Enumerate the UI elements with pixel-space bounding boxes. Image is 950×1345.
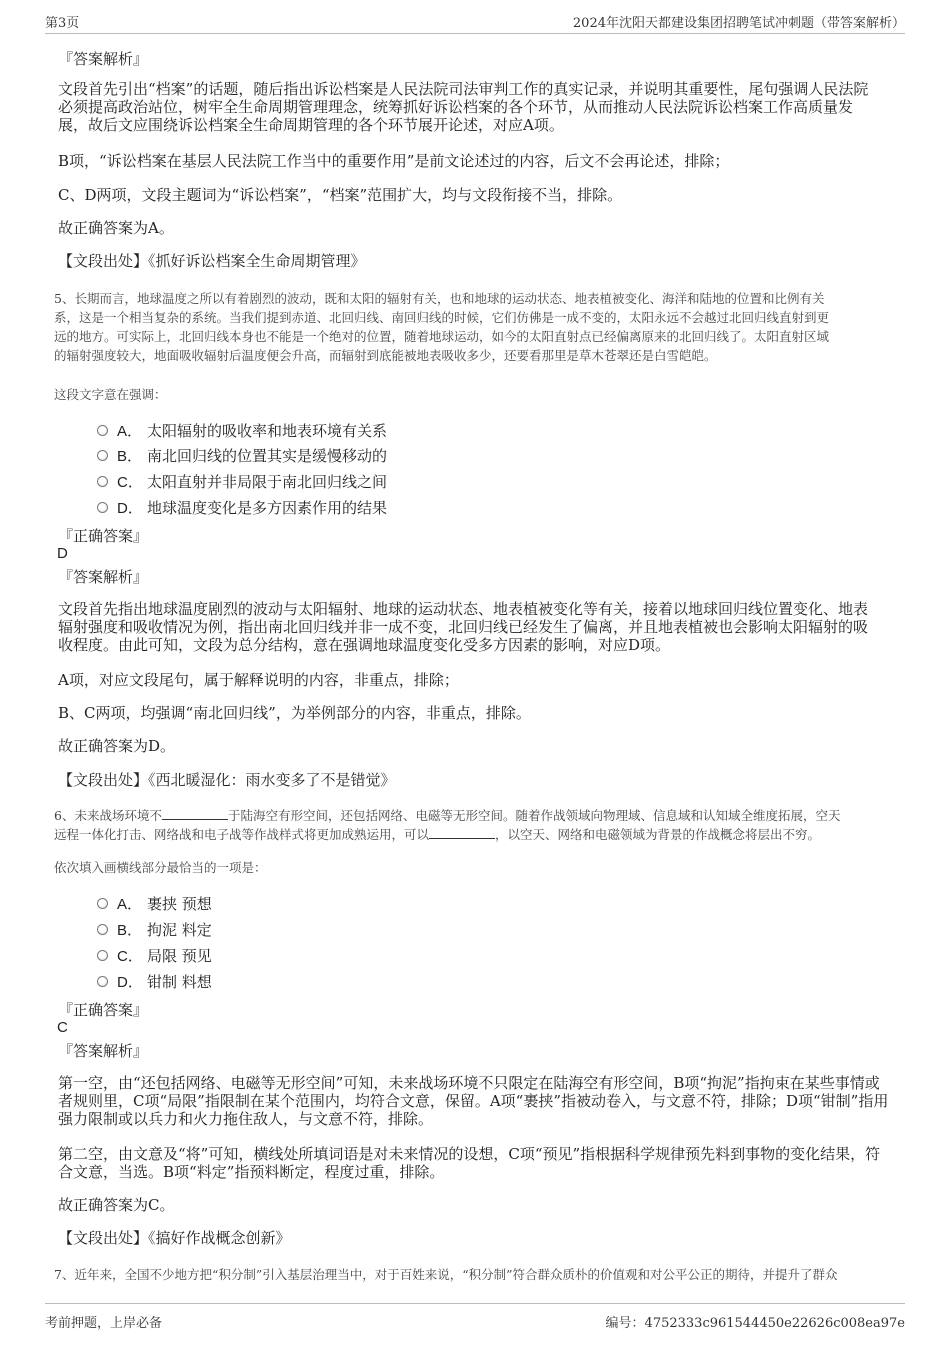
page-footer — [45, 1303, 905, 1333]
q6-option-a[interactable] — [97, 892, 212, 914]
q6-answer: C — [57, 1019, 68, 1036]
fill-in-blank-1[interactable] — [162, 808, 228, 820]
option-text: 地球温度变化是多方因素作用的结果 — [147, 498, 388, 517]
q4-analysis-line: 必须提高政治站位，树牢全生命周期管理理念，统筹抓好诉讼档案的各个环节，从而推动人民法院诉讼档案工作高质量发 — [58, 98, 854, 116]
radio-button-icon[interactable] — [97, 898, 108, 909]
option-label: C． — [117, 473, 143, 491]
q5-answer-label: 『正确答案』 — [58, 527, 149, 545]
q5-stem-line: 的辐射强度较大，地面吸收辐射后温度便会升高，而辐射到底能被地表吸收多少，还要看那里是草木苍翠还是白雪皑皑。 — [54, 348, 717, 363]
option-label: A． — [117, 895, 143, 913]
q5-analysis-line: 收程度。由此可知，文段为总分结构，意在强调地球温度变化受多方因素的影响，对应D项。 — [58, 636, 671, 654]
q5-stem — [54, 289, 904, 365]
q5-prompt: 这段文字意在强调： — [54, 387, 167, 402]
q6-conclusion: 故正确答案为C。 — [58, 1196, 175, 1214]
radio-button-icon[interactable] — [97, 924, 108, 935]
q6-answer-label: 『正确答案』 — [58, 1001, 149, 1019]
option-label: A． — [117, 422, 143, 440]
option-text: 局限 预见 — [147, 946, 212, 965]
q5-answer: D — [57, 545, 68, 562]
q6-analysis-line: 合文意，当选。B项“料定”指预料断定，程度过重，排除。 — [58, 1163, 445, 1181]
footer-slogan: 考前押题，上岸必备 — [45, 1316, 163, 1331]
q4-source: 【文段出处】《抓好诉讼档案全生命周期管理》 — [58, 252, 366, 270]
q6-stem-line-2: 远程一体化打击、网络战和电子战等作战样式将更加成熟运用，可以 ，以空天、网络和电磁领域为背景的作战概念将层出不穷。 — [54, 827, 821, 842]
option-text: 太阳辐射的吸收率和地表环境有关系 — [147, 421, 388, 440]
option-text: 钳制 料想 — [147, 972, 212, 991]
page-header — [45, 10, 905, 34]
radio-button-icon[interactable] — [97, 476, 108, 487]
q7-stem: 7、近年来，全国不少地方把“积分制”引入基层治理当中，对于百姓来说，“积分制”符合群众质朴的价值观和对公平公正的期待，并提升了群众 — [54, 1267, 838, 1282]
option-text: 太阳直射并非局限于南北回归线之间 — [147, 472, 388, 491]
q5-conclusion: 故正确答案为D。 — [58, 737, 176, 755]
q4-analysis-label: 『答案解析』 — [58, 50, 149, 68]
q5-stem-line: 系，这是一个相当复杂的系统。当我们提到赤道、北回归线、南回归线的时候，它们仿佛是一成不变的，太阳永远不会越过北回归线直射到更 — [54, 310, 830, 325]
q4-analysis-line: 文段首先引出“档案”的话题，随后指出诉讼档案是人民法院司法审判工作的真实记录，并说明其重要性，尾句强调人民法院 — [58, 80, 869, 98]
q5-analysis-label: 『答案解析』 — [58, 568, 149, 586]
radio-button-icon[interactable] — [97, 976, 108, 987]
q5-analysis-paragraph-3: B、C两项，均强调“南北回归线”，为举例部分的内容，非重点，排除。 — [58, 704, 531, 722]
q5-source: 【文段出处】《西北暖湿化：雨水变多了不是错觉》 — [58, 771, 396, 789]
q6-option-d[interactable] — [97, 970, 212, 992]
option-label: D． — [117, 973, 143, 991]
option-label: B． — [117, 921, 143, 939]
radio-button-icon[interactable] — [97, 425, 108, 436]
radio-button-icon[interactable] — [97, 502, 108, 513]
q6-analysis-label: 『答案解析』 — [58, 1042, 149, 1060]
document-title: 2024年沈阳天都建设集团招聘笔试冲刺题（带答案解析） — [572, 16, 905, 31]
q6-analysis-line: 第一空，由“还包括网络、电磁等无形空间”可知，未来战场环境不只限定在陆海空有形空间，B项“拘泥”指拘束在某些事情或 — [58, 1074, 880, 1092]
q6-stem-line-1: 6、未来战场环境不 于陆海空有形空间，还包括网络、电磁等无形空间。随着作战领域向物理域、信息域和认知域全维度拓展，空天 — [54, 808, 841, 823]
q6-prompt: 依次填入画横线部分最恰当的一项是： — [54, 860, 267, 875]
radio-button-icon[interactable] — [97, 450, 108, 461]
q6-stem — [54, 806, 904, 844]
q5-analysis-line: 文段首先指出地球温度剧烈的波动与太阳辐射、地球的运动状态、地表植被变化等有关，接着以地球回归线位置变化、地表 — [58, 600, 869, 618]
q5-stem-line: 远的地方。可实际上，北回归线本身也不能是一个绝对的位置，随着地球运动，如今的太阳直射点已经偏离原来的北回归线了。太阳直射区域 — [54, 329, 830, 344]
q5-analysis-paragraph-2: A项，对应文段尾句，属于解释说明的内容，非重点，排除； — [58, 671, 459, 689]
fill-in-blank-2[interactable] — [429, 827, 495, 839]
q6-option-b[interactable] — [97, 918, 212, 940]
q6-analysis-paragraph-1 — [58, 1074, 898, 1128]
q6-analysis-line: 第二空，由文意及“将”可知，横线处所填词语是对未来情况的设想，C项“预见”指根据科学规律预先料到事物的变化结果，符 — [58, 1145, 881, 1163]
radio-button-icon[interactable] — [97, 950, 108, 961]
option-text: 拘泥 料定 — [147, 920, 212, 939]
q5-analysis-paragraph-1 — [58, 600, 898, 654]
q4-analysis-paragraph-1 — [58, 80, 898, 134]
page-number: 第3页 — [45, 16, 80, 31]
q4-analysis-paragraph-2: B项，“诉讼档案在基层人民法院工作当中的重要作用”是前文论述过的内容，后文不会再论述，排除； — [58, 152, 730, 170]
q5-option-b[interactable] — [97, 444, 387, 466]
q6-analysis-line: 强力限制或以兵力和火力拖住敌人，与文意不符，排除。 — [58, 1110, 434, 1128]
q5-option-a[interactable] — [97, 419, 387, 441]
q6-option-c[interactable] — [97, 944, 212, 966]
q5-option-d[interactable] — [97, 496, 387, 518]
option-text: 裹挟 预想 — [147, 894, 212, 913]
option-label: B． — [117, 447, 143, 465]
option-text: 南北回归线的位置其实是缓慢移动的 — [147, 446, 388, 465]
q5-analysis-line: 辐射强度和吸收情况为例，指出南北回归线并非一成不变，北回归线已经发生了偏离，并且地表植被也会影响太阳辐射的吸 — [58, 618, 869, 636]
q4-conclusion: 故正确答案为A。 — [58, 219, 174, 237]
document-code: 编号：4752333c961544450e22626c008ea97e — [605, 1316, 905, 1331]
q6-analysis-paragraph-2 — [58, 1145, 898, 1181]
q5-option-c[interactable] — [97, 470, 387, 492]
q5-stem-line: 5、长期而言，地球温度之所以有着剧烈的波动，既和太阳的辐射有关，也和地球的运动状态、地表植被变化、海洋和陆地的位置和比例有关 — [54, 291, 825, 306]
q6-source: 【文段出处】《搞好作战概念创新》 — [58, 1229, 291, 1247]
q4-analysis-paragraph-3: C、D两项，文段主题词为“诉讼档案”，“档案”范围扩大，均与文段衔接不当，排除。 — [58, 186, 623, 204]
q4-analysis-line: 展，故后文应围绕诉讼档案全生命周期管理的各个环节展开论述，对应A项。 — [58, 116, 564, 134]
q6-analysis-line: 者规则里，C项“局限”指限制在某个范围内，均符合文意，保留。A项“裹挟”指被动卷入，与文意不符，排除；D项“钳制”指用 — [58, 1092, 889, 1110]
option-label: D． — [117, 499, 143, 517]
option-label: C． — [117, 947, 143, 965]
